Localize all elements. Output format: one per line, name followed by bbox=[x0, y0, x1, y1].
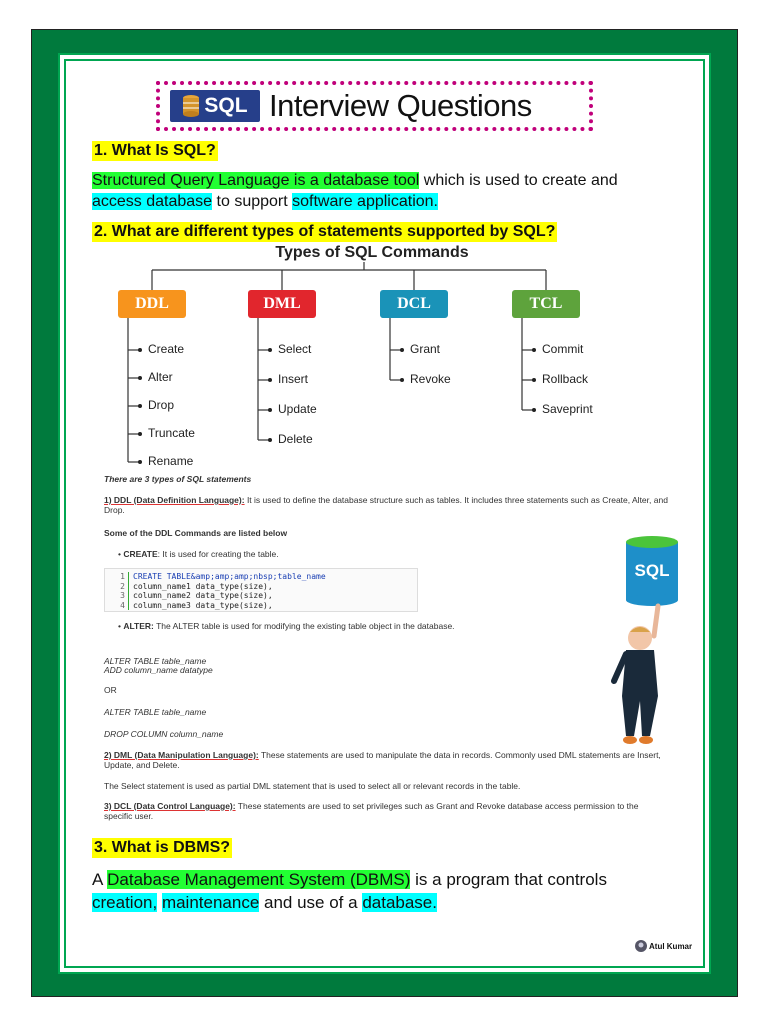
answer-3-highlight-database: database. bbox=[362, 893, 437, 912]
command-item-commit: Commit bbox=[542, 342, 584, 356]
code-line bbox=[109, 591, 417, 601]
command-group-dcl: DCL bbox=[380, 290, 448, 318]
bullet-dot bbox=[532, 378, 536, 382]
code-line-number: 2 bbox=[109, 582, 129, 592]
ddl-heading: 1) DDL (Data Definition Language): bbox=[104, 495, 245, 505]
bullet-dot bbox=[532, 408, 536, 412]
diagram-title: Types of SQL Commands bbox=[275, 244, 469, 261]
code-line-number: 3 bbox=[109, 591, 129, 601]
answer-3-highlight-maintenance: maintenance bbox=[161, 893, 260, 912]
command-item-saveprint: Saveprint bbox=[542, 402, 593, 416]
alter-example-4: DROP COLUMN column_name bbox=[104, 729, 224, 739]
code-line-text: column_name2 data_type(size), bbox=[133, 591, 273, 600]
bullet-dot bbox=[532, 348, 536, 352]
command-group-dml: DML bbox=[248, 290, 316, 318]
title-banner bbox=[156, 81, 593, 131]
bullet-dot bbox=[138, 348, 142, 352]
command-item-select: Select bbox=[278, 342, 312, 356]
bullet-dot bbox=[138, 460, 142, 464]
child-holding-sql-illustration bbox=[604, 536, 686, 748]
command-item-rollback: Rollback bbox=[542, 372, 589, 386]
bullet-dot bbox=[268, 438, 272, 442]
dml-text: These statements are used to manipulate the data in records. Commonly used DML statements are Insert, Update, and Delete. bbox=[104, 750, 661, 770]
code-line-text: CREATE TABLE&amp;amp;amp;nbsp;table_name bbox=[133, 572, 326, 581]
command-item-rename: Rename bbox=[148, 454, 194, 468]
bullet-dot bbox=[138, 404, 142, 408]
code-block bbox=[104, 568, 418, 612]
ddl-text: It is used to define the database structure such as tables. It includes three statements such as Create, Alter, and Drop. bbox=[104, 495, 668, 515]
command-item-grant: Grant bbox=[410, 342, 441, 356]
dcl-text: These statements are used to set privileges such as Grant and Revoke database access permission to the specific user. bbox=[104, 801, 639, 821]
select-paragraph: The Select statement is used as partial DML statement that is used to select all or relevant records in the table. bbox=[104, 781, 521, 791]
author-avatar-icon bbox=[635, 940, 647, 952]
command-item-update: Update bbox=[278, 402, 317, 416]
answer-1-text-2: to support bbox=[212, 193, 293, 210]
alter-bullet: • ALTER: The ALTER table is used for modifying the existing table object in the database. bbox=[118, 621, 455, 631]
dml-heading: 2) DML (Data Manipulation Language): bbox=[104, 750, 259, 760]
answer-3-highlight-dbms: Database Management System (DBMS) bbox=[107, 870, 411, 889]
article-intro: There are 3 types of SQL statements bbox=[104, 474, 252, 484]
command-item-insert: Insert bbox=[278, 372, 309, 386]
create-label: CREATE bbox=[123, 549, 158, 559]
command-item-create: Create bbox=[148, 342, 185, 356]
alter-example-3: ALTER TABLE table_name bbox=[104, 707, 207, 717]
bullet-dot bbox=[138, 376, 142, 380]
dcl-paragraph bbox=[104, 801, 669, 821]
command-item-truncate: Truncate bbox=[148, 426, 195, 440]
create-text: : It is used for creating the table. bbox=[157, 549, 279, 559]
sql-commands-diagram bbox=[92, 242, 652, 472]
command-item-drop: Drop bbox=[148, 398, 175, 412]
code-line bbox=[109, 582, 417, 592]
sql-logo-badge bbox=[170, 90, 260, 122]
ddl-paragraph bbox=[104, 495, 669, 515]
page-title: Interview Questions bbox=[269, 88, 532, 123]
question-1: 1. What Is SQL? bbox=[94, 142, 216, 159]
command-item-alter: Alter bbox=[148, 370, 173, 384]
alter-text: The ALTER table is used for modifying the existing table object in the database. bbox=[153, 621, 455, 631]
bullet-dot bbox=[138, 432, 142, 436]
answer-1-highlight-term: Structured Query Language is a database tool bbox=[92, 172, 420, 189]
command-item-delete: Delete bbox=[278, 432, 313, 446]
code-line-text: column_name1 data_type(size), bbox=[133, 581, 273, 591]
bullet-dot bbox=[268, 408, 272, 412]
question-3: 3. What is DBMS? bbox=[94, 839, 231, 856]
dcl-heading: 3) DCL (Data Control Language): bbox=[104, 801, 236, 811]
bullet-dot bbox=[400, 378, 404, 382]
code-line bbox=[109, 601, 417, 611]
answer-1-highlight-software: software application. bbox=[292, 193, 438, 210]
alter-label: ALTER: bbox=[123, 621, 154, 631]
answer-3 bbox=[92, 868, 662, 914]
bullet-dot bbox=[400, 348, 404, 352]
answer-3-highlight-creation: creation, bbox=[92, 893, 158, 912]
code-line-number: 4 bbox=[109, 601, 129, 611]
database-icon bbox=[182, 94, 200, 118]
sql-cylinder-label: SQL bbox=[634, 561, 670, 580]
code-line-text: column_name3 data_type(size), bbox=[133, 600, 273, 610]
create-bullet: • CREATE: It is used for creating the table. bbox=[118, 549, 279, 559]
answer-3-text-3: and use of a bbox=[259, 893, 363, 912]
author-name: Atul Kumar bbox=[649, 941, 693, 951]
bullet-dot bbox=[268, 348, 272, 352]
bullet-dot bbox=[268, 378, 272, 382]
alter-example-1: ALTER TABLE table_name bbox=[104, 656, 207, 666]
code-line bbox=[109, 572, 417, 582]
answer-3-text-2: is a program that controls bbox=[410, 870, 607, 889]
ddl-list-heading: Some of the DDL Commands are listed below bbox=[104, 528, 288, 538]
author-credit bbox=[635, 940, 692, 952]
alter-example-2: ADD column_name datatype bbox=[104, 665, 213, 675]
answer-1-highlight-access: access database bbox=[92, 193, 213, 210]
answer-1 bbox=[92, 170, 662, 212]
question-2: 2. What are different types of statements supported by SQL? bbox=[94, 223, 556, 240]
command-group-tcl: TCL bbox=[512, 290, 580, 318]
command-group-ddl: DDL bbox=[118, 290, 186, 318]
code-line-number: 1 bbox=[109, 572, 129, 582]
command-item-revoke: Revoke bbox=[410, 372, 451, 386]
sql-badge-label: SQL bbox=[204, 94, 248, 117]
answer-1-text: which is used to create and bbox=[419, 172, 618, 189]
answer-3-text: A bbox=[92, 870, 108, 889]
or-text: OR bbox=[104, 685, 117, 695]
dml-paragraph bbox=[104, 750, 669, 770]
